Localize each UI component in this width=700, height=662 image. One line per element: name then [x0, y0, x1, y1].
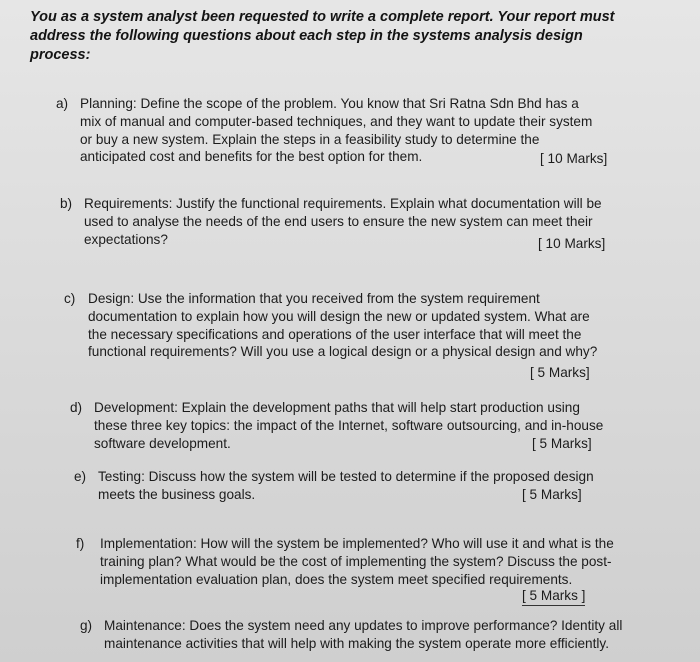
question-line: meets the business goals. — [98, 486, 256, 502]
question-line: Development: Explain the development paths that will help start production using — [94, 400, 580, 415]
question-letter: e) — [74, 469, 87, 484]
question-line: training plan? What would be the cost of implementing the system? Discuss the post- — [100, 553, 612, 569]
question-line: expectations? — [84, 231, 168, 247]
question-a — [56, 95, 676, 166]
question-line: these three key topics: the impact of the Internet, software outsourcing, and in-house — [94, 417, 604, 433]
question-line: or buy a new system. Explain the steps in a feasibility study to determine the — [80, 131, 540, 147]
question-f — [76, 535, 676, 603]
intro-line: process: — [30, 47, 91, 63]
question-line: software development. — [94, 435, 231, 451]
question-line: the necessary specifications and operations of the user interface that will meet the — [88, 326, 582, 342]
question-marks: [ 10 Marks] — [540, 151, 608, 166]
question-letter: c) — [64, 291, 76, 306]
question-letter: b) — [60, 196, 73, 211]
intro-line: address the following questions about each step in the systems analysis design — [30, 28, 583, 44]
question-b — [60, 195, 680, 251]
question-line: implementation evaluation plan, does the system meet specified requirements. — [100, 571, 573, 587]
intro-instructions — [30, 8, 660, 65]
question-letter: d) — [70, 400, 83, 415]
question-line: Design: Use the information that you received from the system requirement — [88, 291, 540, 306]
question-letter: f) — [76, 536, 85, 551]
question-line: anticipated cost and benefits for the best option for them. — [80, 149, 423, 165]
question-letter: a) — [56, 96, 69, 111]
question-line: documentation to explain how you will design the new or updated system. What are — [88, 308, 590, 324]
question-marks: [ 5 Marks] — [530, 365, 590, 380]
question-line: Planning: Define the scope of the problem. You know that Sri Ratna Sdn Bhd has a — [80, 96, 579, 111]
question-line: Maintenance: Does the system need any updates to improve performance? Identity all — [104, 618, 623, 633]
question-letter: g) — [80, 618, 93, 633]
question-line: functional requirements? Will you use a logical design or a physical design and why? — [88, 344, 598, 360]
question-marks: [ 5 Marks] — [532, 436, 592, 451]
question-d — [70, 399, 670, 452]
intro-line: You as a system analyst been requested to write a complete report. Your report must — [30, 9, 615, 25]
question-line: used to analyse the needs of the end users to ensure the new system can meet their — [84, 213, 593, 229]
question-line: maintenance activities that will help with making the system operate more efficiently. — [104, 635, 609, 651]
question-marks: [ 5 Marks ] — [522, 587, 585, 606]
question-line: Testing: Discuss how the system will be tested to determine if the proposed design — [98, 469, 594, 484]
question-c — [64, 290, 684, 380]
question-line: Requirements: Justify the functional requirements. Explain what documentation will be — [84, 196, 602, 211]
question-e — [74, 468, 674, 504]
question-line: Implementation: How will the system be implemented? Who will use it and what is the — [100, 536, 614, 551]
question-marks: [ 5 Marks] — [522, 487, 582, 502]
question-marks: [ 10 Marks] — [538, 236, 606, 251]
question-g — [80, 617, 680, 653]
question-line: mix of manual and computer-based techniques, and they want to update their system — [80, 113, 593, 129]
